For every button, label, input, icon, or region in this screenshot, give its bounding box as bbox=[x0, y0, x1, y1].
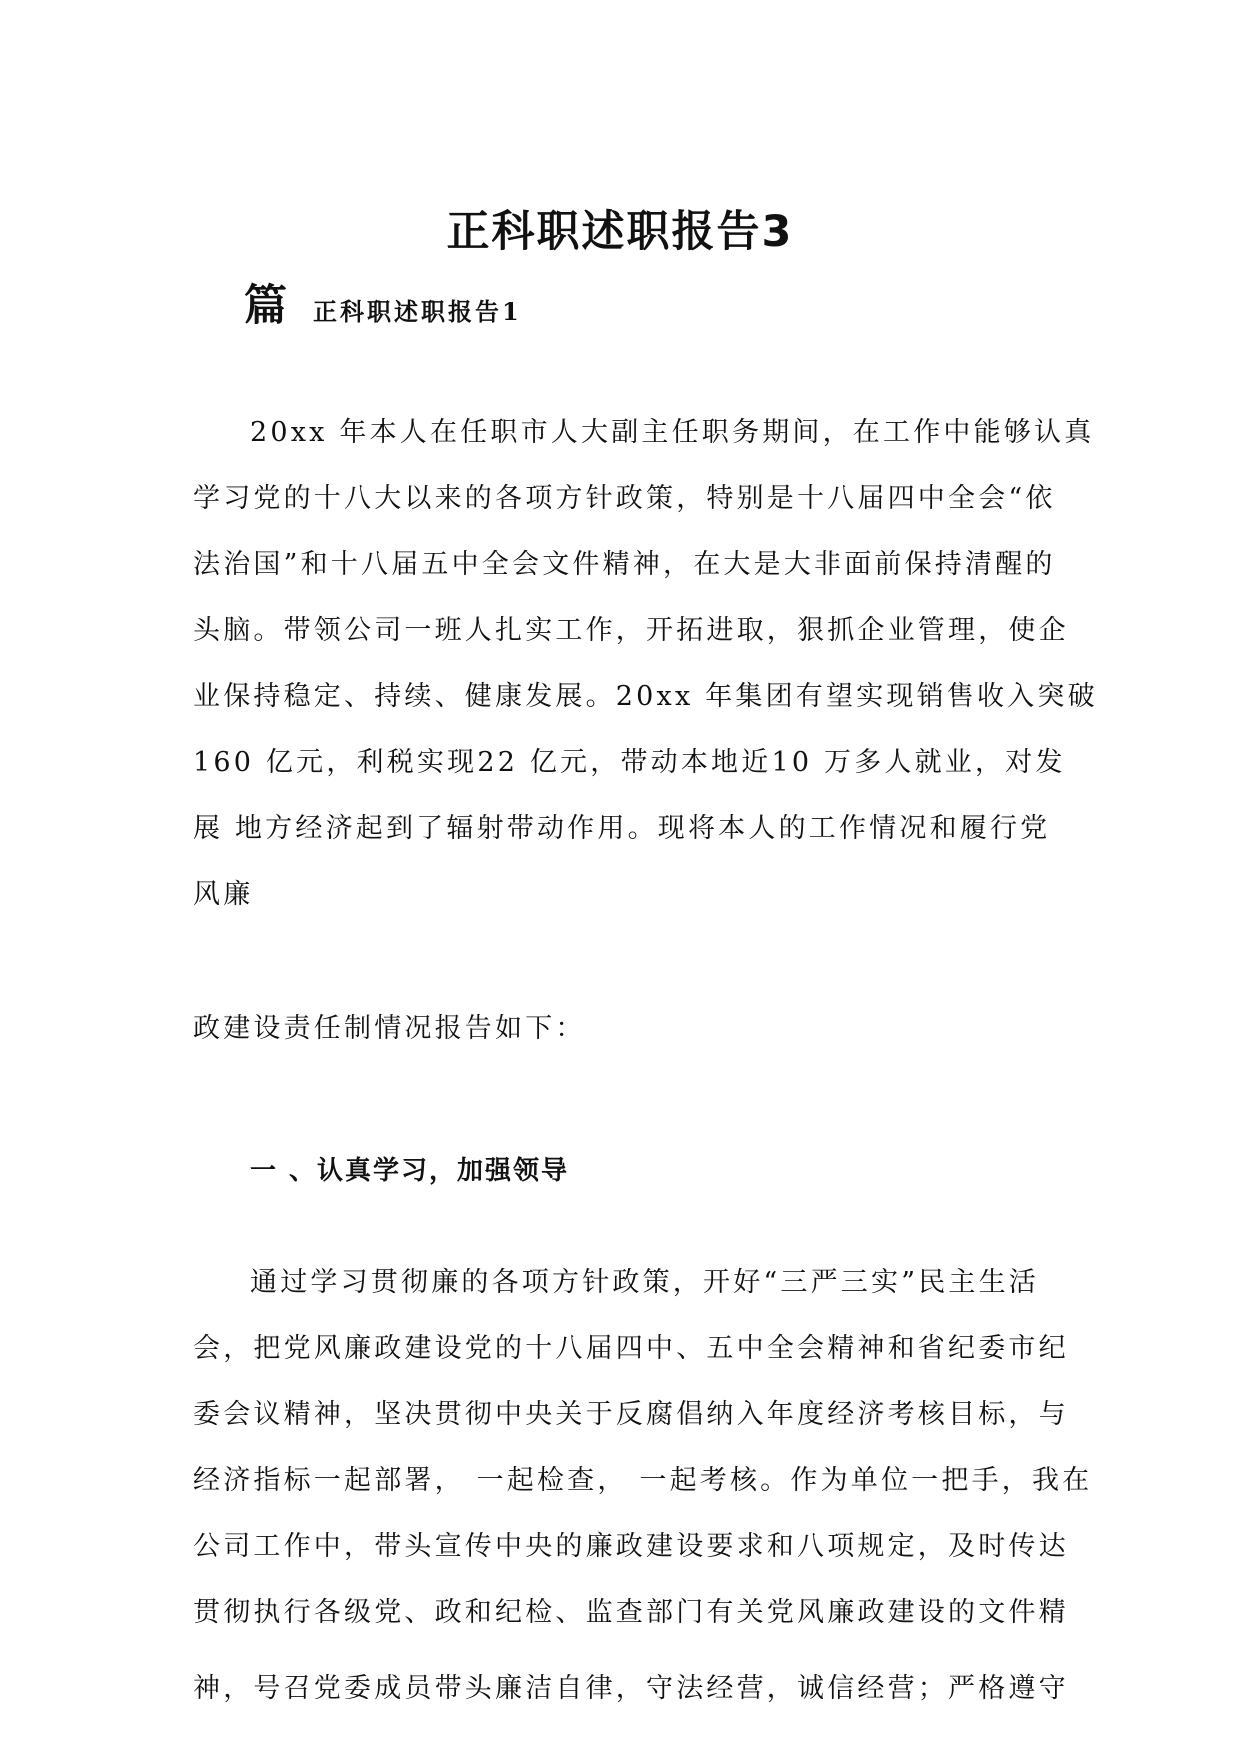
paragraph-section-1 bbox=[193, 1250, 1093, 1722]
paragraph-line: 会，把党风廉政建设党的十八届四中、五中全会精神和省纪委市纪 bbox=[193, 1333, 1069, 1364]
paragraph-intro bbox=[193, 400, 1098, 928]
paragraph-line: 经济指标一起部署， 一起检查， 一起考核。作为单位一把手，我在 bbox=[193, 1465, 1093, 1496]
document-title: 正科职述职报告3 bbox=[446, 207, 794, 257]
pian-label: 篇 bbox=[244, 281, 287, 331]
paragraph-line: 学习党的十八大以来的各项方针政策，特别是十八届四中全会“依 bbox=[193, 483, 1056, 514]
paragraph-line: 神，号召党委成员带头廉洁自律，守法经营，诚信经营；严格遵守 bbox=[193, 1673, 1069, 1704]
paragraph-continuation bbox=[193, 996, 1055, 1062]
subtitle-row bbox=[244, 272, 522, 332]
paragraph-line: 头脑。带领公司一班人扎实工作，开拓进取，狠抓企业管理，使企 bbox=[193, 615, 1069, 646]
paragraph-line: 160 亿元，利税实现22 亿元，带动本地近10 万多人就业，对发 bbox=[193, 747, 1066, 778]
paragraph-line: 展 地方经济起到了辐射带动作用。现将本人的工作情况和履行党 bbox=[193, 813, 1051, 844]
paragraph-line: 法治国”和十八届五中全会文件精神，在大是大非面前保持清醒的 bbox=[193, 549, 1056, 580]
paragraph-line: 政建设责任制情况报告如下： bbox=[193, 1013, 586, 1044]
paragraph-line: 委会议精神，坚决贯彻中央关于反腐倡纳入年度经济考核目标，与 bbox=[193, 1399, 1069, 1430]
section-heading-1: 一 、认真学习，加强领导 bbox=[250, 1156, 570, 1186]
document-subtitle: 正科职述职报告1 bbox=[313, 297, 522, 326]
paragraph-line: 通过学习贯彻廉的各项方针政策，开好“三严三实”民主生活 bbox=[250, 1267, 1040, 1298]
paragraph-line: 公司工作中，带头宣传中央的廉政建设要求和八项规定，及时传达 bbox=[193, 1531, 1069, 1562]
paragraph-line: 风廉 bbox=[193, 879, 254, 910]
paragraph-line: 业保持稳定、持续、健康发展。20xx 年集团有望实现销售收入突破 bbox=[193, 681, 1098, 712]
paragraph-line: 20xx 年本人在任职市人大副主任职务期间，在工作中能够认真 bbox=[250, 417, 1095, 448]
paragraph-line: 贯彻执行各级党、政和纪检、监查部门有关党风廉政建设的文件精 bbox=[193, 1597, 1069, 1628]
